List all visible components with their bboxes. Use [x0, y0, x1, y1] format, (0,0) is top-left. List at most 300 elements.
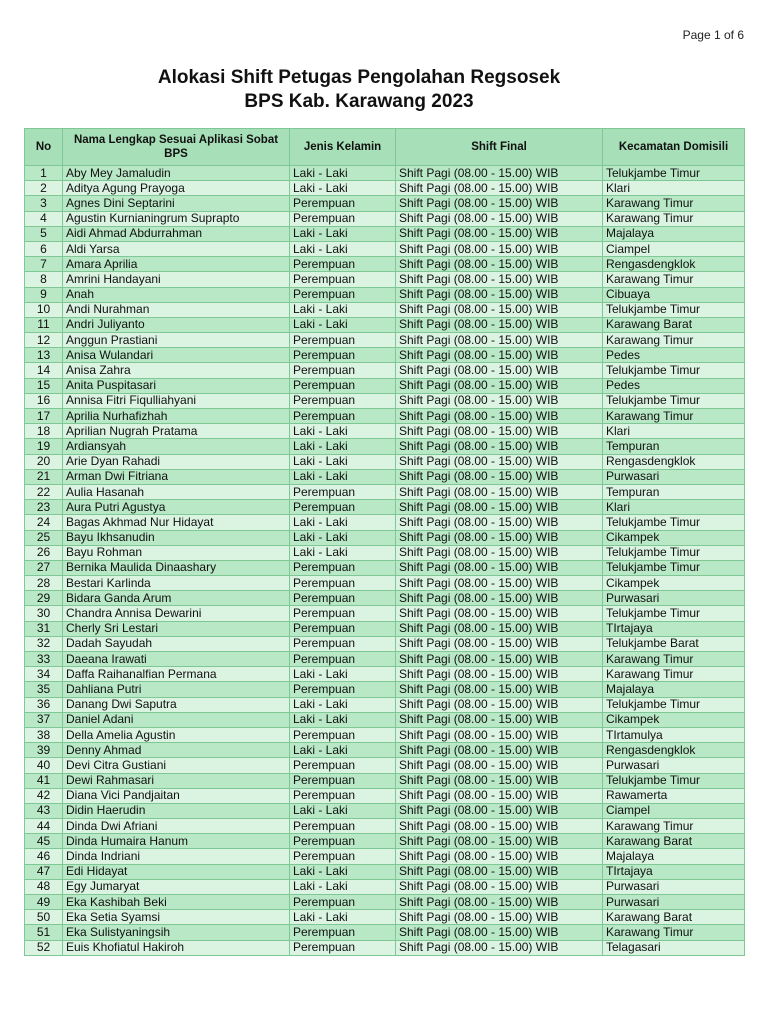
- cell-gender: Laki - Laki: [290, 545, 396, 560]
- cell-gender: Perempuan: [290, 819, 396, 834]
- cell-district: Cikampek: [603, 576, 745, 591]
- cell-gender: Perempuan: [290, 773, 396, 788]
- cell-district: Karawang Timur: [603, 667, 745, 682]
- cell-district: Telagasari: [603, 940, 745, 955]
- cell-name: Diana Vici Pandjaitan: [63, 788, 290, 803]
- table-row: [25, 621, 745, 636]
- cell-no: 34: [25, 667, 63, 682]
- cell-shift: Shift Pagi (08.00 - 15.00) WIB: [396, 621, 603, 636]
- cell-shift: Shift Pagi (08.00 - 15.00) WIB: [396, 773, 603, 788]
- cell-shift: Shift Pagi (08.00 - 15.00) WIB: [396, 727, 603, 742]
- cell-district: Telukjambe Timur: [603, 606, 745, 621]
- cell-no: 18: [25, 424, 63, 439]
- cell-name: Dinda Dwi Afriani: [63, 819, 290, 834]
- cell-district: Purwasari: [603, 591, 745, 606]
- cell-shift: Shift Pagi (08.00 - 15.00) WIB: [396, 925, 603, 940]
- header-no: No: [25, 129, 63, 166]
- table-row: [25, 925, 745, 940]
- cell-no: 48: [25, 879, 63, 894]
- cell-district: Telukjambe Barat: [603, 636, 745, 651]
- cell-gender: Laki - Laki: [290, 166, 396, 181]
- cell-name: Aby Mey Jamaludin: [63, 166, 290, 181]
- table-row: [25, 530, 745, 545]
- cell-district: Purwasari: [603, 895, 745, 910]
- cell-shift: Shift Pagi (08.00 - 15.00) WIB: [396, 743, 603, 758]
- cell-no: 37: [25, 712, 63, 727]
- shift-allocation-table: [24, 128, 745, 956]
- cell-name: Aditya Agung Prayoga: [63, 181, 290, 196]
- cell-name: Annisa Fitri Fiqulliahyani: [63, 393, 290, 408]
- cell-district: Klari: [603, 181, 745, 196]
- table-row: [25, 727, 745, 742]
- cell-gender: Laki - Laki: [290, 667, 396, 682]
- cell-shift: Shift Pagi (08.00 - 15.00) WIB: [396, 652, 603, 667]
- table-row: [25, 287, 745, 302]
- title-line-2: BPS Kab. Karawang 2023: [244, 91, 474, 112]
- cell-gender: Laki - Laki: [290, 879, 396, 894]
- cell-no: 36: [25, 697, 63, 712]
- cell-no: 19: [25, 439, 63, 454]
- table-row: [25, 317, 745, 332]
- table-row: [25, 226, 745, 241]
- cell-gender: Perempuan: [290, 682, 396, 697]
- cell-shift: Shift Pagi (08.00 - 15.00) WIB: [396, 530, 603, 545]
- cell-gender: Laki - Laki: [290, 515, 396, 530]
- header-shift: Shift Final: [396, 129, 603, 166]
- cell-no: 39: [25, 743, 63, 758]
- cell-district: TIrtajaya: [603, 864, 745, 879]
- cell-no: 40: [25, 758, 63, 773]
- cell-name: Edi Hidayat: [63, 864, 290, 879]
- cell-district: Telukjambe Timur: [603, 545, 745, 560]
- cell-district: Pedes: [603, 348, 745, 363]
- cell-shift: Shift Pagi (08.00 - 15.00) WIB: [396, 834, 603, 849]
- cell-no: 49: [25, 895, 63, 910]
- table-row: [25, 758, 745, 773]
- table-row: [25, 667, 745, 682]
- table-row: [25, 272, 745, 287]
- cell-name: Bayu Ikhsanudin: [63, 530, 290, 545]
- cell-gender: Perempuan: [290, 348, 396, 363]
- cell-name: Chandra Annisa Dewarini: [63, 606, 290, 621]
- cell-gender: Perempuan: [290, 606, 396, 621]
- table-row: [25, 636, 745, 651]
- cell-district: Rengasdengklok: [603, 257, 745, 272]
- cell-name: Didin Haerudin: [63, 803, 290, 818]
- cell-shift: Shift Pagi (08.00 - 15.00) WIB: [396, 895, 603, 910]
- cell-name: Amara Aprilia: [63, 257, 290, 272]
- cell-gender: Perempuan: [290, 484, 396, 499]
- cell-no: 30: [25, 606, 63, 621]
- cell-district: Telukjambe Timur: [603, 515, 745, 530]
- cell-shift: Shift Pagi (08.00 - 15.00) WIB: [396, 454, 603, 469]
- cell-name: Aprilian Nugrah Pratama: [63, 424, 290, 439]
- cell-no: 5: [25, 226, 63, 241]
- cell-no: 44: [25, 819, 63, 834]
- cell-gender: Laki - Laki: [290, 803, 396, 818]
- cell-name: Eka Kashibah Beki: [63, 895, 290, 910]
- cell-district: Cikampek: [603, 712, 745, 727]
- cell-gender: Laki - Laki: [290, 454, 396, 469]
- cell-no: 2: [25, 181, 63, 196]
- cell-name: Anggun Prastiani: [63, 333, 290, 348]
- table-row: [25, 788, 745, 803]
- cell-name: Dinda Indriani: [63, 849, 290, 864]
- cell-name: Bernika Maulida Dinaashary: [63, 560, 290, 575]
- cell-no: 1: [25, 166, 63, 181]
- table-row: [25, 166, 745, 181]
- cell-no: 46: [25, 849, 63, 864]
- cell-shift: Shift Pagi (08.00 - 15.00) WIB: [396, 560, 603, 575]
- table-row: [25, 849, 745, 864]
- cell-name: Cherly Sri Lestari: [63, 621, 290, 636]
- cell-district: Karawang Timur: [603, 819, 745, 834]
- cell-name: Aidi Ahmad Abdurrahman: [63, 226, 290, 241]
- cell-shift: Shift Pagi (08.00 - 15.00) WIB: [396, 712, 603, 727]
- cell-name: Anita Puspitasari: [63, 378, 290, 393]
- cell-no: 29: [25, 591, 63, 606]
- cell-district: Cibuaya: [603, 287, 745, 302]
- table-row: [25, 545, 745, 560]
- cell-no: 47: [25, 864, 63, 879]
- cell-district: TIrtajaya: [603, 621, 745, 636]
- table-row: [25, 682, 745, 697]
- table-row: [25, 333, 745, 348]
- cell-gender: Perempuan: [290, 257, 396, 272]
- cell-gender: Laki - Laki: [290, 697, 396, 712]
- cell-shift: Shift Pagi (08.00 - 15.00) WIB: [396, 302, 603, 317]
- cell-district: Tempuran: [603, 484, 745, 499]
- cell-district: Ciampel: [603, 803, 745, 818]
- cell-gender: Perempuan: [290, 333, 396, 348]
- cell-name: Della Amelia Agustin: [63, 727, 290, 742]
- table-row: [25, 910, 745, 925]
- cell-no: 20: [25, 454, 63, 469]
- cell-no: 43: [25, 803, 63, 818]
- cell-gender: Perempuan: [290, 652, 396, 667]
- cell-no: 26: [25, 545, 63, 560]
- cell-name: Agustin Kurnianingrum Suprapto: [63, 211, 290, 226]
- cell-gender: Perempuan: [290, 378, 396, 393]
- cell-district: Purwasari: [603, 469, 745, 484]
- header-gender: Jenis Kelamin: [290, 129, 396, 166]
- cell-no: 8: [25, 272, 63, 287]
- cell-no: 16: [25, 393, 63, 408]
- cell-no: 6: [25, 241, 63, 256]
- cell-no: 51: [25, 925, 63, 940]
- cell-name: Dinda Humaira Hanum: [63, 834, 290, 849]
- table-row: [25, 940, 745, 955]
- cell-gender: Perempuan: [290, 591, 396, 606]
- cell-district: Karawang Barat: [603, 834, 745, 849]
- cell-name: Devi Citra Gustiani: [63, 758, 290, 773]
- cell-shift: Shift Pagi (08.00 - 15.00) WIB: [396, 196, 603, 211]
- cell-gender: Laki - Laki: [290, 910, 396, 925]
- cell-no: 52: [25, 940, 63, 955]
- cell-district: Purwasari: [603, 758, 745, 773]
- document-title: [0, 66, 768, 114]
- cell-shift: Shift Pagi (08.00 - 15.00) WIB: [396, 181, 603, 196]
- cell-no: 22: [25, 484, 63, 499]
- cell-district: Telukjambe Timur: [603, 697, 745, 712]
- cell-shift: Shift Pagi (08.00 - 15.00) WIB: [396, 940, 603, 955]
- cell-no: 21: [25, 469, 63, 484]
- cell-district: Karawang Timur: [603, 333, 745, 348]
- cell-name: Bayu Rohman: [63, 545, 290, 560]
- cell-shift: Shift Pagi (08.00 - 15.00) WIB: [396, 803, 603, 818]
- cell-gender: Laki - Laki: [290, 424, 396, 439]
- table-row: [25, 560, 745, 575]
- cell-district: Rawamerta: [603, 788, 745, 803]
- cell-shift: Shift Pagi (08.00 - 15.00) WIB: [396, 682, 603, 697]
- cell-gender: Perempuan: [290, 363, 396, 378]
- cell-shift: Shift Pagi (08.00 - 15.00) WIB: [396, 788, 603, 803]
- cell-name: Dewi Rahmasari: [63, 773, 290, 788]
- cell-shift: Shift Pagi (08.00 - 15.00) WIB: [396, 864, 603, 879]
- cell-gender: Perempuan: [290, 636, 396, 651]
- cell-no: 23: [25, 500, 63, 515]
- cell-no: 9: [25, 287, 63, 302]
- cell-name: Anisa Zahra: [63, 363, 290, 378]
- cell-shift: Shift Pagi (08.00 - 15.00) WIB: [396, 211, 603, 226]
- cell-no: 4: [25, 211, 63, 226]
- cell-district: Tempuran: [603, 439, 745, 454]
- cell-shift: Shift Pagi (08.00 - 15.00) WIB: [396, 576, 603, 591]
- cell-name: Daeana Irawati: [63, 652, 290, 667]
- cell-no: 28: [25, 576, 63, 591]
- cell-name: Amrini Handayani: [63, 272, 290, 287]
- cell-name: Daffa Raihanalfian Permana: [63, 667, 290, 682]
- cell-gender: Perempuan: [290, 788, 396, 803]
- cell-name: Arman Dwi Fitriana: [63, 469, 290, 484]
- cell-district: Cikampek: [603, 530, 745, 545]
- cell-gender: Perempuan: [290, 758, 396, 773]
- cell-gender: Perempuan: [290, 895, 396, 910]
- title-line-1: Alokasi Shift Petugas Pengolahan Regsosek: [157, 67, 561, 88]
- cell-no: 24: [25, 515, 63, 530]
- cell-name: Andri Juliyanto: [63, 317, 290, 332]
- cell-district: Purwasari: [603, 879, 745, 894]
- cell-no: 35: [25, 682, 63, 697]
- table-row: [25, 196, 745, 211]
- cell-no: 25: [25, 530, 63, 545]
- cell-no: 15: [25, 378, 63, 393]
- cell-district: Karawang Timur: [603, 211, 745, 226]
- cell-gender: Laki - Laki: [290, 181, 396, 196]
- table-row: [25, 819, 745, 834]
- cell-gender: Perempuan: [290, 409, 396, 424]
- cell-shift: Shift Pagi (08.00 - 15.00) WIB: [396, 317, 603, 332]
- cell-shift: Shift Pagi (08.00 - 15.00) WIB: [396, 545, 603, 560]
- cell-gender: Laki - Laki: [290, 743, 396, 758]
- cell-gender: Laki - Laki: [290, 712, 396, 727]
- cell-district: Klari: [603, 500, 745, 515]
- cell-no: 3: [25, 196, 63, 211]
- cell-name: Eka Setia Syamsi: [63, 910, 290, 925]
- cell-name: Bagas Akhmad Nur Hidayat: [63, 515, 290, 530]
- cell-district: Telukjambe Timur: [603, 363, 745, 378]
- cell-name: Denny Ahmad: [63, 743, 290, 758]
- cell-shift: Shift Pagi (08.00 - 15.00) WIB: [396, 515, 603, 530]
- cell-gender: Laki - Laki: [290, 864, 396, 879]
- cell-district: Majalaya: [603, 226, 745, 241]
- cell-name: Arie Dyan Rahadi: [63, 454, 290, 469]
- cell-shift: Shift Pagi (08.00 - 15.00) WIB: [396, 500, 603, 515]
- table-body: [25, 166, 745, 956]
- cell-district: Majalaya: [603, 682, 745, 697]
- cell-name: Aprilia Nurhafizhah: [63, 409, 290, 424]
- cell-gender: Laki - Laki: [290, 226, 396, 241]
- cell-district: Majalaya: [603, 849, 745, 864]
- cell-name: Ardiansyah: [63, 439, 290, 454]
- table-row: [25, 652, 745, 667]
- cell-name: Andi Nurahman: [63, 302, 290, 317]
- cell-shift: Shift Pagi (08.00 - 15.00) WIB: [396, 409, 603, 424]
- cell-shift: Shift Pagi (08.00 - 15.00) WIB: [396, 424, 603, 439]
- cell-gender: Perempuan: [290, 211, 396, 226]
- cell-district: Karawang Timur: [603, 272, 745, 287]
- cell-no: 41: [25, 773, 63, 788]
- cell-district: Ciampel: [603, 241, 745, 256]
- cell-no: 7: [25, 257, 63, 272]
- cell-no: 10: [25, 302, 63, 317]
- cell-no: 50: [25, 910, 63, 925]
- cell-name: Agnes Dini Septarini: [63, 196, 290, 211]
- cell-no: 13: [25, 348, 63, 363]
- cell-shift: Shift Pagi (08.00 - 15.00) WIB: [396, 257, 603, 272]
- cell-name: Daniel Adani: [63, 712, 290, 727]
- cell-no: 42: [25, 788, 63, 803]
- cell-name: Anah: [63, 287, 290, 302]
- header-name: Nama Lengkap Sesuai Aplikasi Sobat BPS: [63, 129, 290, 166]
- cell-shift: Shift Pagi (08.00 - 15.00) WIB: [396, 758, 603, 773]
- cell-gender: Perempuan: [290, 621, 396, 636]
- table-row: [25, 439, 745, 454]
- cell-shift: Shift Pagi (08.00 - 15.00) WIB: [396, 226, 603, 241]
- cell-shift: Shift Pagi (08.00 - 15.00) WIB: [396, 879, 603, 894]
- cell-gender: Perempuan: [290, 393, 396, 408]
- cell-gender: Perempuan: [290, 196, 396, 211]
- cell-no: 11: [25, 317, 63, 332]
- cell-name: Eka Sulistyaningsih: [63, 925, 290, 940]
- cell-no: 33: [25, 652, 63, 667]
- cell-shift: Shift Pagi (08.00 - 15.00) WIB: [396, 819, 603, 834]
- cell-district: Karawang Barat: [603, 317, 745, 332]
- table-row: [25, 743, 745, 758]
- cell-gender: Laki - Laki: [290, 317, 396, 332]
- cell-shift: Shift Pagi (08.00 - 15.00) WIB: [396, 363, 603, 378]
- table-row: [25, 302, 745, 317]
- cell-gender: Perempuan: [290, 272, 396, 287]
- cell-district: Karawang Timur: [603, 409, 745, 424]
- cell-no: 12: [25, 333, 63, 348]
- cell-gender: Laki - Laki: [290, 469, 396, 484]
- cell-no: 31: [25, 621, 63, 636]
- cell-name: Aldi Yarsa: [63, 241, 290, 256]
- table-row: [25, 409, 745, 424]
- cell-shift: Shift Pagi (08.00 - 15.00) WIB: [396, 469, 603, 484]
- cell-shift: Shift Pagi (08.00 - 15.00) WIB: [396, 606, 603, 621]
- table-row: [25, 484, 745, 499]
- table-row: [25, 879, 745, 894]
- cell-no: 38: [25, 727, 63, 742]
- cell-name: Bidara Ganda Arum: [63, 591, 290, 606]
- table-row: [25, 378, 745, 393]
- cell-gender: Laki - Laki: [290, 302, 396, 317]
- cell-district: Karawang Timur: [603, 196, 745, 211]
- cell-no: 14: [25, 363, 63, 378]
- cell-shift: Shift Pagi (08.00 - 15.00) WIB: [396, 667, 603, 682]
- cell-district: Telukjambe Timur: [603, 560, 745, 575]
- cell-shift: Shift Pagi (08.00 - 15.00) WIB: [396, 697, 603, 712]
- cell-shift: Shift Pagi (08.00 - 15.00) WIB: [396, 636, 603, 651]
- cell-gender: Perempuan: [290, 925, 396, 940]
- table-row: [25, 363, 745, 378]
- cell-name: Aulia Hasanah: [63, 484, 290, 499]
- cell-gender: Perempuan: [290, 727, 396, 742]
- header-district: Kecamatan Domisili: [603, 129, 745, 166]
- cell-district: Karawang Timur: [603, 652, 745, 667]
- cell-no: 27: [25, 560, 63, 575]
- table-row: [25, 697, 745, 712]
- cell-shift: Shift Pagi (08.00 - 15.00) WIB: [396, 241, 603, 256]
- cell-district: Rengasdengklok: [603, 743, 745, 758]
- cell-gender: Perempuan: [290, 560, 396, 575]
- cell-name: Egy Jumaryat: [63, 879, 290, 894]
- cell-gender: Perempuan: [290, 500, 396, 515]
- table-row: [25, 895, 745, 910]
- cell-no: 45: [25, 834, 63, 849]
- cell-shift: Shift Pagi (08.00 - 15.00) WIB: [396, 272, 603, 287]
- table-row: [25, 515, 745, 530]
- cell-district: Telukjambe Timur: [603, 773, 745, 788]
- cell-no: 32: [25, 636, 63, 651]
- cell-district: TIrtamulya: [603, 727, 745, 742]
- cell-gender: Perempuan: [290, 576, 396, 591]
- cell-gender: Laki - Laki: [290, 241, 396, 256]
- cell-name: Euis Khofiatul Hakiroh: [63, 940, 290, 955]
- table-row: [25, 803, 745, 818]
- table-row: [25, 454, 745, 469]
- cell-gender: Laki - Laki: [290, 530, 396, 545]
- cell-shift: Shift Pagi (08.00 - 15.00) WIB: [396, 910, 603, 925]
- cell-district: Pedes: [603, 378, 745, 393]
- table-row: [25, 591, 745, 606]
- table-row: [25, 864, 745, 879]
- cell-district: Karawang Barat: [603, 910, 745, 925]
- cell-shift: Shift Pagi (08.00 - 15.00) WIB: [396, 333, 603, 348]
- cell-name: Danang Dwi Saputra: [63, 697, 290, 712]
- cell-shift: Shift Pagi (08.00 - 15.00) WIB: [396, 591, 603, 606]
- table-row: [25, 576, 745, 591]
- table-row: [25, 348, 745, 363]
- cell-shift: Shift Pagi (08.00 - 15.00) WIB: [396, 439, 603, 454]
- cell-shift: Shift Pagi (08.00 - 15.00) WIB: [396, 348, 603, 363]
- table-row: [25, 712, 745, 727]
- table-row: [25, 393, 745, 408]
- cell-gender: Laki - Laki: [290, 439, 396, 454]
- table-row: [25, 211, 745, 226]
- cell-district: Klari: [603, 424, 745, 439]
- cell-gender: Perempuan: [290, 834, 396, 849]
- cell-district: Telukjambe Timur: [603, 302, 745, 317]
- cell-name: Aura Putri Agustya: [63, 500, 290, 515]
- table-row: [25, 773, 745, 788]
- cell-shift: Shift Pagi (08.00 - 15.00) WIB: [396, 393, 603, 408]
- cell-shift: Shift Pagi (08.00 - 15.00) WIB: [396, 484, 603, 499]
- table-row: [25, 606, 745, 621]
- cell-shift: Shift Pagi (08.00 - 15.00) WIB: [396, 287, 603, 302]
